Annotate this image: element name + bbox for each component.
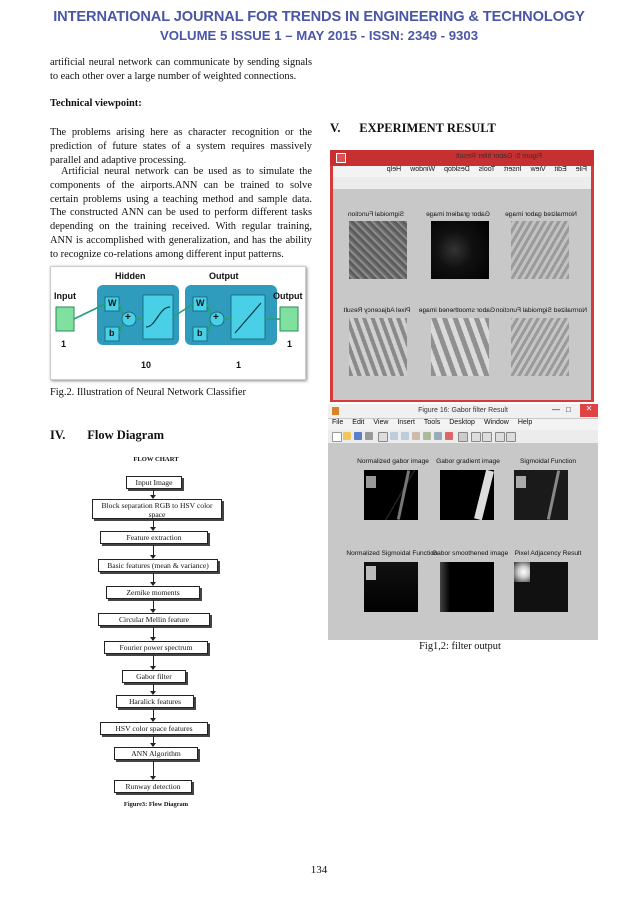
new-figure-icon[interactable]	[332, 432, 342, 442]
menu-edit[interactable]: Edit	[352, 419, 365, 426]
menu-help[interactable]: Help	[386, 166, 402, 173]
section-5-heading: V. EXPERIMENT RESULT	[330, 121, 496, 135]
menu-help[interactable]: Help	[517, 419, 533, 426]
menu-file[interactable]: File	[575, 166, 587, 173]
w1-thumb-normalized	[511, 221, 569, 279]
window-2-title: Figure 16: Gabor filter Result	[418, 407, 508, 414]
pointer-icon[interactable]	[378, 432, 388, 442]
menu-view[interactable]: View	[373, 419, 389, 426]
input-label: Input	[54, 291, 76, 301]
flow-arrow	[153, 600, 154, 612]
fig2-caption: Fig.2. Illustration of Neural Network Classifier	[50, 387, 246, 398]
window-1-title: Figure 5: Gabor filter Result	[456, 153, 542, 160]
flow-step-input-image: Input Image	[126, 476, 182, 489]
paragraph-1: The problems arising here as character recognition or the prediction of future states of a system requires massively parallel and adaptive processing.	[50, 127, 312, 166]
open-icon[interactable]	[343, 432, 351, 440]
technical-viewpoint-heading: Technical viewpoint:	[50, 98, 142, 109]
datacursor-icon[interactable]	[434, 432, 442, 440]
flow-step-circular-mellin: Circular Mellin feature	[98, 613, 210, 626]
filter-output-caption: Fig1,2: filter output	[419, 641, 501, 652]
menu-window[interactable]: Window	[410, 166, 436, 173]
neural-network-figure	[50, 266, 306, 380]
flow-step-haralick: Haralick features	[116, 695, 194, 708]
flow-arrow	[153, 545, 154, 558]
menu-desktop[interactable]: Desktop	[449, 419, 475, 426]
flow-arrow	[153, 761, 154, 779]
print-icon[interactable]	[365, 432, 373, 440]
journal-title: INTERNATIONAL JOURNAL FOR TRENDS IN ENGINEERING & TECHNOLOGY	[53, 9, 585, 25]
zoom-out-icon[interactable]	[401, 432, 409, 440]
w2-label-sigmoidal: Sigmoidal Function	[519, 458, 577, 465]
w1-thumb-sigmoid	[349, 221, 407, 279]
w2-label-pixel-adjacency: Pixel Adjacency Result	[514, 550, 582, 557]
matlab-figure-icon	[332, 407, 339, 415]
legend-icon[interactable]	[482, 432, 492, 442]
menu-insert[interactable]: Insert	[504, 166, 522, 173]
menu-window[interactable]: Window	[483, 419, 509, 426]
flow-arrow	[153, 736, 154, 746]
w1-thumb-pixel-adjacency	[349, 318, 407, 376]
w1-thumb-gradient	[431, 221, 489, 279]
flow-step-zernike: Zernike moments	[106, 586, 200, 599]
plottools-hide-icon[interactable]	[495, 432, 505, 442]
w1-label-top-2: Gabor gradient image	[426, 211, 490, 218]
figure-window-1	[330, 150, 594, 402]
flowchart-caption: Figure3: Flow Diagram	[123, 801, 189, 808]
output-layer-label: Output	[209, 271, 239, 281]
menu-view[interactable]: View	[530, 166, 546, 173]
flow-arrow	[153, 627, 154, 640]
flow-step-feature-extraction: Feature extraction	[100, 531, 208, 544]
w2-thumb-gabor-gradient	[440, 470, 494, 520]
flow-step-fourier: Fourier power spectrum	[104, 641, 208, 654]
rotate-icon[interactable]	[423, 432, 431, 440]
w2-label-normalized-gabor: Normalized gabor image	[357, 458, 429, 465]
flow-step-ann: ANN Algorithm	[114, 747, 198, 760]
flow-step-hsv-features: HSV color space features	[100, 722, 208, 735]
weight-label-hidden: W	[108, 298, 117, 308]
colorbar-icon[interactable]	[471, 432, 481, 442]
flow-step-runway-detection: Runway detection	[114, 780, 192, 793]
page-number: 134	[310, 864, 328, 876]
window-1-toolbar	[333, 177, 591, 189]
flow-arrow	[153, 684, 154, 694]
flowchart	[86, 452, 256, 817]
bias-label-hidden: b	[109, 328, 115, 338]
sum-label-hidden: +	[125, 312, 131, 323]
bias-label-output: b	[197, 328, 203, 338]
flow-step-block-separation: Block separation RGB to HSV color space	[92, 499, 222, 519]
section-4-heading: IV. Flow Diagram	[50, 428, 165, 442]
journal-volume: VOLUME 5 ISSUE 1 – MAY 2015 - ISSN: 2349 - 9303	[159, 28, 479, 43]
figure-window-2	[328, 404, 598, 640]
flow-arrow	[153, 709, 154, 721]
menu-tools[interactable]: Tools	[478, 166, 496, 173]
menu-tools[interactable]: Tools	[423, 419, 441, 426]
w1-thumb-normalized-sigmoid	[511, 318, 569, 376]
w1-thumb-smoothened	[431, 318, 489, 376]
minimize-button[interactable]: —	[552, 405, 560, 414]
flow-step-basic-features: Basic features (mean & variance)	[98, 559, 218, 572]
save-icon[interactable]	[354, 432, 362, 440]
pan-icon[interactable]	[412, 432, 420, 440]
menu-desktop[interactable]: Desktop	[444, 166, 470, 173]
w2-thumb-pixel-adjacency	[514, 562, 568, 612]
w1-label-top-3: Normalized gabor image	[505, 211, 577, 218]
w2-thumb-normalized-gabor	[364, 470, 418, 520]
window-2-menubar	[328, 419, 598, 430]
w2-thumb-sigmoidal	[514, 470, 568, 520]
menu-edit[interactable]: Edit	[554, 166, 567, 173]
hidden-count: 10	[141, 360, 152, 370]
maximize-button[interactable]: □	[566, 405, 571, 414]
menu-file[interactable]: File	[332, 419, 344, 426]
w2-label-gabor-gradient: Gabor gradient image	[436, 458, 500, 465]
w2-label-normalized-sigmoid: Normalized Sigmoidal Function	[346, 550, 438, 557]
menu-insert[interactable]: Insert	[397, 419, 415, 426]
weight-label-output: W	[196, 298, 205, 308]
window-close-icon[interactable]	[336, 153, 346, 163]
w1-label-bot-3: Normalized Sigmoidal Function	[495, 307, 587, 314]
zoom-in-icon[interactable]	[390, 432, 398, 440]
w1-label-bot-2: Gabor smoothened image	[418, 307, 495, 314]
sum-label-output: +	[213, 312, 219, 323]
brush-icon[interactable]	[445, 432, 453, 440]
flowchart-title: FLOW CHART	[133, 456, 179, 463]
output-layer-count: 1	[236, 360, 242, 370]
flow-arrow	[153, 655, 154, 669]
paragraph-2: Artificial neural network can be used as to simulate the components of the airports.ANN can be trained to solve certain problems using a teaching method and sample data. The constructed ANN can be used to perform different tasks depending on the training received. With regular training, ANN is accomplished with generalization, and has the ability to recognize co-relations among different input patterns.	[50, 166, 312, 260]
flow-arrow	[153, 490, 154, 498]
flow-arrow	[153, 520, 154, 530]
window-1-menubar	[333, 166, 591, 177]
w2-thumb-gabor-smoothened	[440, 562, 494, 612]
window-2-toolbar	[328, 430, 598, 443]
flow-arrow	[153, 573, 154, 585]
w2-thumb-normalized-sigmoid	[364, 562, 418, 612]
link-icon[interactable]	[458, 432, 468, 442]
flow-step-gabor-filter: Gabor filter	[122, 670, 186, 683]
w1-label-top-1: Sigmoidal Function	[347, 211, 405, 218]
intro-paragraph: artificial neural network can communicate by sending signals to each other over a large number of weighted connections.	[50, 57, 312, 82]
output-count: 1	[287, 339, 293, 349]
w2-label-gabor-smoothened: Gabor smoothened image	[432, 550, 509, 557]
w1-label-bot-1: Pixel Adjacency Result	[343, 307, 411, 314]
input-count: 1	[61, 339, 67, 349]
output-label: Output	[273, 291, 303, 301]
close-button[interactable]: ✕	[580, 404, 598, 417]
hidden-layer-label: Hidden	[115, 271, 146, 281]
plottools-show-icon[interactable]	[506, 432, 516, 442]
